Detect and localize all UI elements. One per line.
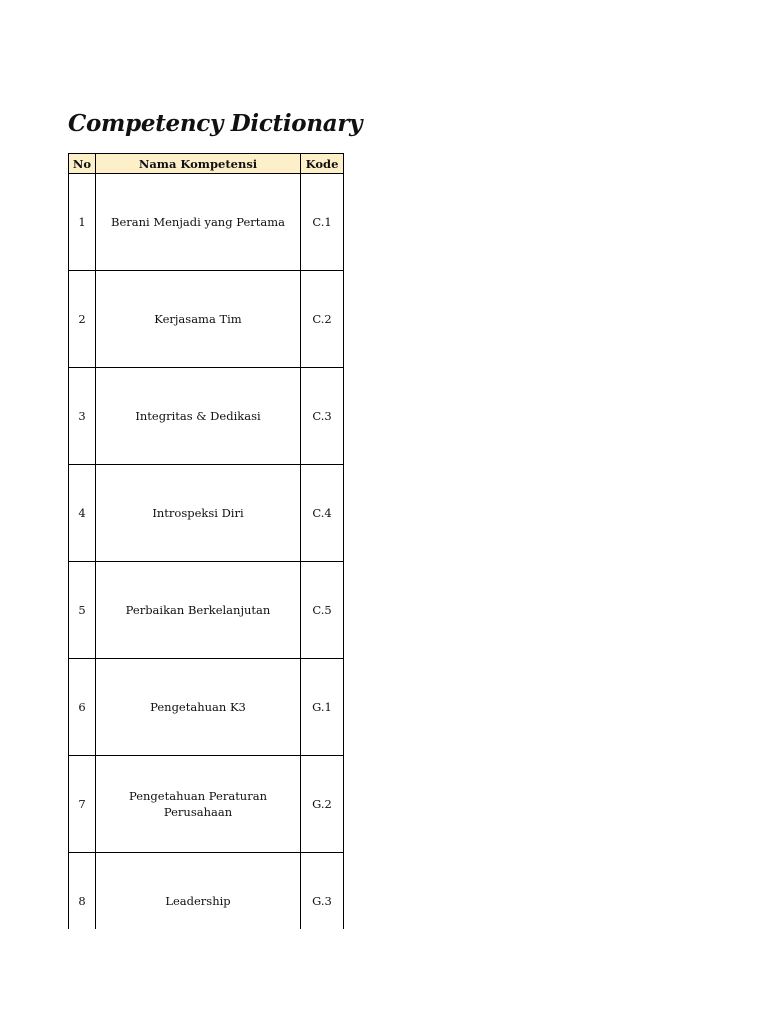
cell-name: Introspeksi Diri <box>96 465 301 562</box>
table-row <box>69 368 344 465</box>
table-row <box>69 853 344 930</box>
cell-code: C.2 <box>301 271 344 368</box>
header-no: No <box>69 154 96 174</box>
cell-name: Perbaikan Berkelanjutan <box>96 562 301 659</box>
cell-no: 8 <box>69 853 96 930</box>
cell-no: 7 <box>69 756 96 853</box>
cell-name: Pengetahuan Peraturan Perusahaan <box>96 756 301 853</box>
cell-no: 2 <box>69 271 96 368</box>
cell-no: 3 <box>69 368 96 465</box>
header-name: Nama Kompetensi <box>96 154 301 174</box>
cell-name: Leadership <box>96 853 301 930</box>
table-row <box>69 562 344 659</box>
cell-code: C.5 <box>301 562 344 659</box>
cell-no: 6 <box>69 659 96 756</box>
competency-table <box>68 153 344 929</box>
cell-code: C.3 <box>301 368 344 465</box>
table-row <box>69 174 344 271</box>
cell-code: G.1 <box>301 659 344 756</box>
cell-code: G.3 <box>301 853 344 930</box>
table-row <box>69 756 344 853</box>
table-row <box>69 659 344 756</box>
cell-name: Kerjasama Tim <box>96 271 301 368</box>
cell-no: 4 <box>69 465 96 562</box>
cell-no: 1 <box>69 174 96 271</box>
table-header-row <box>69 154 344 174</box>
cell-code: G.2 <box>301 756 344 853</box>
header-code: Kode <box>301 154 344 174</box>
cell-code: C.4 <box>301 465 344 562</box>
table-row <box>69 271 344 368</box>
cell-name: Integritas & Dedikasi <box>96 368 301 465</box>
table-row <box>69 465 344 562</box>
cell-name: Berani Menjadi yang Pertama <box>96 174 301 271</box>
cell-name: Pengetahuan K3 <box>96 659 301 756</box>
cell-code: C.1 <box>301 174 344 271</box>
page-title: Competency Dictionary <box>68 110 363 137</box>
cell-no: 5 <box>69 562 96 659</box>
table-container <box>68 153 344 929</box>
